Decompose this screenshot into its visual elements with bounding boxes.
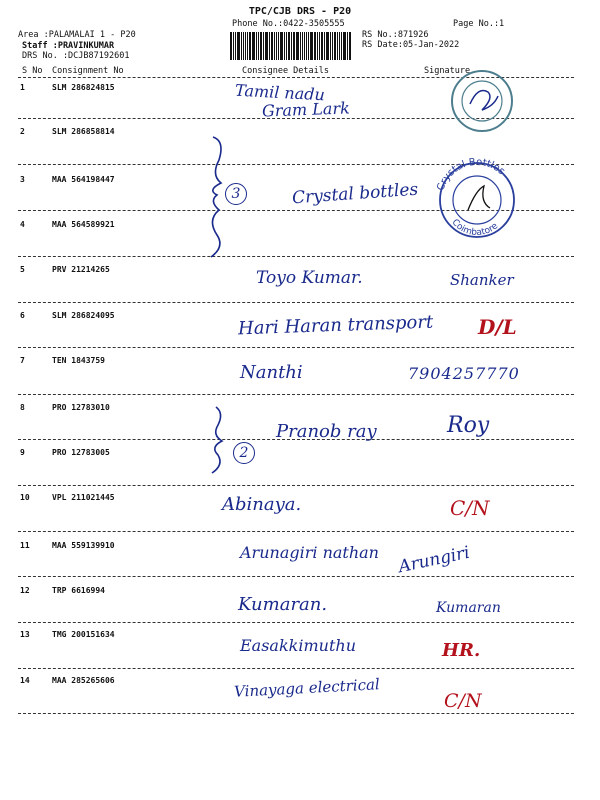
drs-number: DRS No. :DCJB87192601 — [22, 51, 130, 61]
barcode-bar — [235, 32, 236, 60]
row-sno: 2 — [20, 127, 25, 136]
row-sno: 11 — [20, 541, 30, 550]
row-consignment: MAA 564198447 — [52, 175, 115, 184]
barcode-bar — [233, 32, 234, 60]
barcode-bar — [256, 32, 257, 60]
rs-number: RS No.:871926 — [362, 30, 429, 40]
barcode-bar — [286, 32, 287, 60]
barcode-bar — [265, 32, 268, 60]
barcode-bar — [302, 32, 303, 60]
barcode-bar — [339, 32, 340, 60]
row-divider — [18, 256, 574, 257]
barcode — [230, 32, 352, 60]
row-divider — [18, 576, 574, 577]
signature-6: D/L — [478, 315, 517, 339]
barcode-bar — [263, 32, 264, 60]
barcode-bar — [317, 32, 318, 60]
signature-8: Roy — [447, 413, 490, 438]
barcode-bar — [306, 32, 307, 60]
barcode-bar — [332, 32, 333, 60]
column-header-signature: Signature — [424, 66, 471, 76]
column-header-consignment: Consignment No — [52, 66, 124, 76]
rs-date: RS Date:05-Jan-2022 — [362, 40, 460, 50]
row-consignment: VPL 211021445 — [52, 493, 115, 502]
barcode-bar — [334, 32, 336, 60]
row-sno: 6 — [20, 311, 25, 320]
row-divider — [18, 394, 574, 395]
barcode-bar — [269, 32, 270, 60]
page-number: Page No.:1 — [453, 19, 505, 29]
document-title: TPC/CJB DRS - P20 — [248, 6, 352, 17]
barcode-bar — [324, 32, 325, 60]
row-sno: 3 — [20, 175, 25, 184]
row-sno: 1 — [20, 83, 25, 92]
stamp-text-bottom: Coimbatore — [449, 217, 501, 239]
row-consignment: SLM 286824815 — [52, 83, 115, 92]
row-consignment: PRV 21214265 — [52, 265, 110, 274]
barcode-bar — [296, 32, 299, 60]
handwritten-consignee-5: Toyo Kumar. — [256, 268, 363, 288]
row-consignment: PRO 12783010 — [52, 403, 110, 412]
barcode-bar — [230, 32, 232, 60]
count-circle-2: 2 — [233, 442, 255, 464]
handwritten-consignee-13: Easakkimuthu — [240, 636, 356, 655]
row-divider — [18, 347, 574, 348]
row-sno: 13 — [20, 630, 30, 639]
column-header-consignee: Consignee Details — [242, 66, 329, 76]
row-consignment: TRP 6616994 — [52, 586, 105, 595]
row-consignment: PRO 12783005 — [52, 448, 110, 457]
barcode-bar — [349, 32, 351, 60]
signature-11: Arungiri — [396, 542, 472, 578]
row-sno: 10 — [20, 493, 30, 502]
signature-10: C/N — [450, 496, 490, 520]
barcode-bar — [245, 32, 246, 60]
barcode-bar — [293, 32, 295, 60]
row-sno: 7 — [20, 356, 25, 365]
barcode-bar — [300, 32, 301, 60]
handwritten-consignee-1a: Tamil nadu — [234, 80, 326, 105]
barcode-bar — [337, 32, 339, 60]
row-consignment: SLM 286824095 — [52, 311, 115, 320]
handwritten-consignee-12: Kumaran. — [238, 594, 328, 615]
row-sno: 12 — [20, 586, 30, 595]
signature-14: C/N — [444, 690, 482, 712]
barcode-bar — [326, 32, 329, 60]
barcode-bar — [276, 32, 277, 60]
brace-mark-2 — [202, 405, 232, 475]
row-consignment: TEN 1843759 — [52, 356, 105, 365]
handwritten-consignee-8: Pranob ray — [276, 421, 377, 442]
handwritten-consignee-11: Arunagiri nathan — [240, 543, 379, 562]
barcode-bar — [274, 32, 276, 60]
barcode-bar — [258, 32, 259, 60]
barcode-bar — [330, 32, 331, 60]
barcode-bar — [243, 32, 245, 60]
barcode-bar — [249, 32, 251, 60]
barcode-bar — [247, 32, 248, 60]
row-consignment: MAA 559139910 — [52, 541, 115, 550]
row-consignment: MAA 564589921 — [52, 220, 115, 229]
barcode-bar — [271, 32, 273, 60]
row-consignment: SLM 286858814 — [52, 127, 115, 136]
handwritten-consignee-1b: Gram Lark — [261, 98, 351, 121]
column-header-sno: S No — [22, 66, 43, 76]
barcode-bar — [291, 32, 292, 60]
handwritten-consignee-10: Abinaya. — [222, 494, 302, 515]
area-field: Area :PALAMALAI 1 - P20 — [18, 30, 136, 40]
barcode-bar — [260, 32, 262, 60]
barcode-bar — [308, 32, 309, 60]
company-stamp — [442, 66, 522, 136]
row-divider — [18, 485, 574, 486]
handwritten-consignee-6: Hari Haran transport — [237, 311, 434, 340]
signature-5: Shanker — [450, 271, 514, 289]
barcode-bar — [347, 32, 348, 60]
crystal-bottles-stamp — [432, 156, 522, 240]
signature-13: HR. — [442, 640, 481, 661]
svg-text:Coimbatore — [450, 218, 501, 238]
barcode-bar — [241, 32, 242, 60]
barcode-bar — [288, 32, 290, 60]
handwritten-consignee-7: Nanthi — [240, 362, 303, 383]
barcode-bar — [304, 32, 306, 60]
row-sno: 4 — [20, 220, 25, 229]
barcode-bar — [321, 32, 323, 60]
row-divider — [18, 668, 574, 669]
row-sno: 9 — [20, 448, 25, 457]
row-divider — [18, 713, 574, 714]
row-consignment: MAA 285265606 — [52, 676, 115, 685]
barcode-bar — [252, 32, 255, 60]
barcode-bar — [314, 32, 316, 60]
phone-number: Phone No.:0422-3505555 — [232, 19, 345, 29]
count-circle: 3 — [225, 183, 247, 205]
row-divider — [18, 302, 574, 303]
stamp-text-top: Crystal Bottles — [435, 156, 507, 193]
barcode-bar — [319, 32, 320, 60]
row-divider — [18, 622, 574, 623]
row-sno: 8 — [20, 403, 25, 412]
row-consignment: TMG 200151634 — [52, 630, 115, 639]
svg-text:Crystal Bottles — [435, 157, 506, 192]
row-divider — [18, 531, 574, 532]
row-sno: 14 — [20, 676, 30, 685]
row-sno: 5 — [20, 265, 25, 274]
handwritten-consignee-14: Vinayaga electrical — [233, 675, 381, 701]
barcode-bar — [280, 32, 283, 60]
barcode-bar — [278, 32, 279, 60]
signature-7: 7904257770 — [408, 364, 520, 383]
handwritten-consignee-3: Crystal bottles — [291, 179, 419, 209]
barcode-bar — [284, 32, 285, 60]
barcode-bar — [237, 32, 240, 60]
barcode-bar — [341, 32, 342, 60]
barcode-bar — [310, 32, 313, 60]
staff-field: Staff :PRAVINKUMAR — [22, 41, 115, 51]
barcode-bar — [343, 32, 346, 60]
signature-12: Kumaran — [436, 600, 501, 616]
